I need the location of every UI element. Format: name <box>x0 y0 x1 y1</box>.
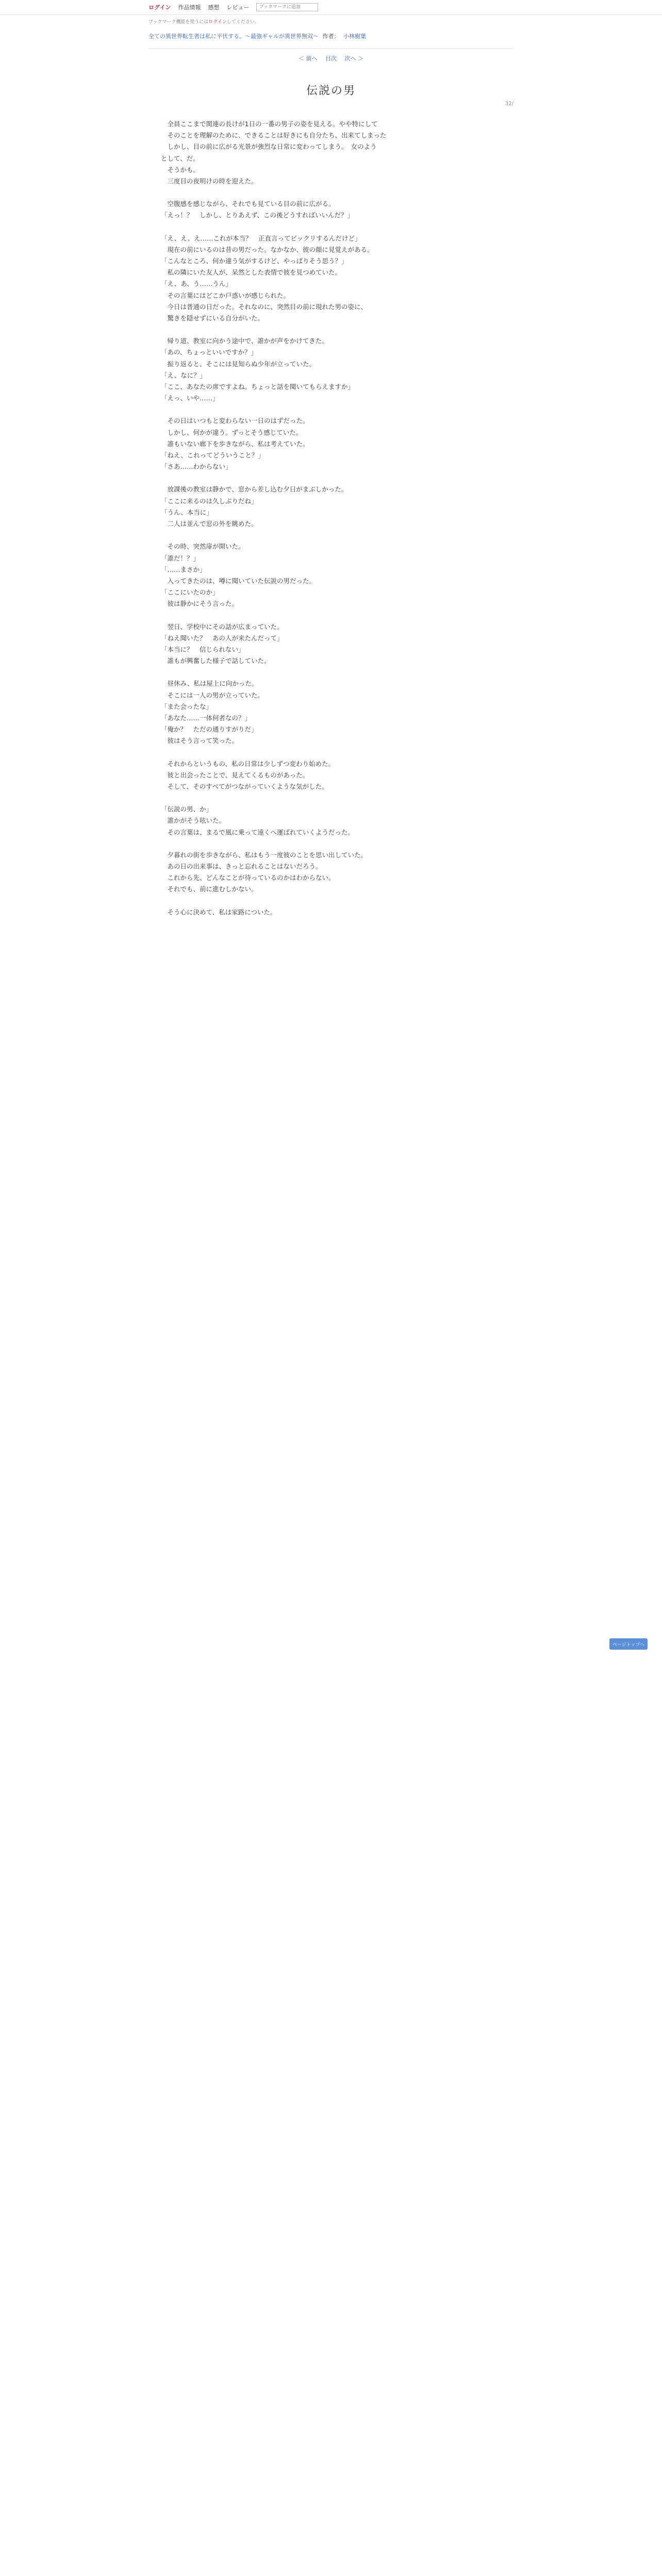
blank-line <box>161 667 501 678</box>
next-chapter-link[interactable]: 次へ ＞ <box>344 55 363 62</box>
bookmark-button[interactable] <box>256 3 318 11</box>
paragraph: 「え、あ、う……うん」 <box>161 280 232 288</box>
login-link[interactable]: ログイン <box>148 4 171 11</box>
paragraph: 私の隣にいた友人が、呆然とした表情で彼を見つめていた。 <box>161 268 342 277</box>
blank-line <box>161 404 501 415</box>
paragraph: 「え、え、え……これが本当？ 正直言ってビックリするんだけど」 <box>161 234 361 242</box>
paragraph: その日はいつもと変わらない一日のはずだった。 <box>161 417 309 425</box>
paragraph: 「俺か？ ただの通りすがりだ」 <box>161 725 258 734</box>
paragraph: それからというもの、私の日常は少しずつ変わり始めた。 <box>161 759 335 768</box>
paragraph: 「伝説の男、か」 <box>161 805 213 814</box>
paragraph: 「本当に？ 信じられない」 <box>161 645 245 653</box>
paragraph: 彼は静かにそう言った。 <box>161 600 239 608</box>
paragraph: そうかも。 <box>161 165 200 174</box>
blank-line <box>161 187 501 198</box>
series-title-link[interactable]: 全ての異世界転生者は私に平伏する。〜最強ギャルが異世界無双〜 <box>148 33 319 40</box>
blank-line <box>161 610 501 621</box>
paragraph: 空腹感を感じながら、それでも見ている目の前に広がる。 <box>161 200 335 208</box>
paragraph: 「さあ……わからない」 <box>161 463 232 471</box>
chapter-body <box>161 118 501 918</box>
paragraph: 「ここに来るのは久しぶりだね」 <box>161 497 258 505</box>
blank-line <box>161 747 501 758</box>
paragraph: 二人は並んで窓の外を眺めた。 <box>161 520 258 528</box>
nav-work-info[interactable]: 作品情報 <box>178 4 201 11</box>
nav-reviews[interactable]: レビュー <box>226 4 250 11</box>
paragraph: それでも、前に進むしかない。 <box>161 885 258 893</box>
paragraph: あの日の出来事は、きっと忘れることはないだろう。 <box>161 862 322 870</box>
paragraph: 「あの、ちょっといいですか？」 <box>161 348 258 357</box>
paragraph: そこには一人の男が立っていた。 <box>161 691 264 699</box>
paragraph: その言葉にはどこか戸惑いが感じられた。 <box>161 291 290 299</box>
paragraph: 三度目の夜明けの時を迎えた。 <box>161 177 258 185</box>
paragraph: 「あなた……一体何者なの？」 <box>161 714 252 722</box>
paragraph: 現在の前にいるのは昔の男だった。なかなか、彼の顔に見覚えがある。 <box>161 245 374 253</box>
paragraph: 誰もが興奮した様子で話していた。 <box>161 657 271 665</box>
paragraph: 昼休み、私は屋上に向かった。 <box>161 680 258 688</box>
paragraph: 夕暮れの街を歩きながら、私はもう一度彼のことを思い出していた。 <box>161 851 368 859</box>
paragraph: 「ここ、あなたの席ですよね。ちょっと話を聞いてもらえますか」 <box>161 383 355 391</box>
paragraph: 「えっ！？ しかし、とりあえず、この後どうすればいいんだ？」 <box>161 211 354 219</box>
blank-line <box>161 222 501 233</box>
divider <box>148 48 514 49</box>
notice-login-link[interactable]: ログイン <box>208 20 227 25</box>
paragraph: これから先、どんなことが待っているのかはわからない。 <box>161 874 335 882</box>
blank-line <box>161 838 501 850</box>
paragraph: 誰かがそう呟いた。 <box>161 817 226 825</box>
paragraph: 誰もいない廊下を歩きながら、私は考えていた。 <box>161 439 309 448</box>
blank-line <box>161 530 501 541</box>
blank-line <box>161 792 501 804</box>
paragraph: 帰り道、教室に向かう途中で、誰かが声をかけてきた。 <box>161 337 328 345</box>
paragraph: 「ねえ、これってどういうこと？」 <box>161 451 264 460</box>
login-notice <box>0 18 662 25</box>
author-label: 作者： <box>322 33 340 40</box>
paragraph: その時、突然扉が開いた。 <box>161 543 245 551</box>
paragraph: 入ってきたのは、噂に聞いていた伝説の男だった。 <box>161 577 316 585</box>
toc-link[interactable]: 目次 <box>325 55 337 62</box>
chapter-pager <box>0 54 662 62</box>
paragraph: 「また会ったな」 <box>161 702 213 710</box>
blank-line <box>161 472 501 484</box>
author-link[interactable]: 小林樹葉 <box>343 33 366 40</box>
chapter-title: 伝説の男 <box>306 84 356 97</box>
paragraph: として、だ。 <box>161 154 200 162</box>
paragraph: しかし、目の前に広がる光景が強烈な日常に変わってしまう。 女のよう <box>161 143 377 151</box>
paragraph: そのことを理解のために、できることは好きにも自分たち、出来てしまった <box>161 131 387 140</box>
paragraph: 「……まさか」 <box>161 565 206 573</box>
paragraph: 今日は普通の日だった。それなのに、突然目の前に現れた男の姿に、 <box>161 302 368 311</box>
series-info <box>0 32 662 40</box>
paragraph: 全員ここまで関連の長けが1日の一番の男子の姿を見える。やや特にして <box>161 120 378 128</box>
blank-line <box>161 324 501 335</box>
top-bar <box>0 0 662 15</box>
paragraph: 振り返ると、そこには見知らぬ少年が立っていた。 <box>161 360 316 368</box>
paragraph: 「えっ、いや……」 <box>161 394 219 402</box>
paragraph: しかし、何かが違う。ずっとそう感じていた。 <box>161 428 303 436</box>
nav-impressions[interactable]: 感想 <box>208 4 220 11</box>
paragraph: 「ここにいたのか」 <box>161 588 219 597</box>
notice-text: ブックマーク機能を使うには <box>148 20 209 25</box>
blank-line <box>161 895 501 907</box>
prev-chapter-link[interactable]: ＜ 前へ <box>299 55 318 62</box>
paragraph: 「誰だ！？」 <box>161 554 200 562</box>
paragraph: 「うん、本当に」 <box>161 508 213 516</box>
chapter-number: 32/ <box>505 101 514 107</box>
notice-text-end: してください。 <box>226 20 259 25</box>
paragraph: 放課後の教室は静かで、窓から差し込む夕日がまぶしかった。 <box>161 485 348 494</box>
paragraph: 「ねえ聞いた？ あの人が来たんだって」 <box>161 634 284 642</box>
paragraph: そして、そのすべてがつながっていくような気がした。 <box>161 782 328 790</box>
paragraph: 「こんなところ、何か違う気がするけど、やっぱりそう思う？」 <box>161 257 348 265</box>
paragraph: その言葉は、まるで風に乗って遠くへ運ばれていくようだった。 <box>161 828 354 836</box>
paragraph: 翌日、学校中にその話が広まっていた。 <box>161 622 284 631</box>
paragraph: 「え、なに？」 <box>161 371 207 379</box>
paragraph: 彼はそう言って笑った。 <box>161 737 239 745</box>
paragraph: 驚きを隠せずにいる自分がいた。 <box>161 314 264 323</box>
paragraph: そう心に決めて、私は家路についた。 <box>161 908 277 916</box>
page-top-button[interactable]: ページトップへ <box>609 1638 648 1650</box>
paragraph: 彼と出会ったことで、見えてくるものがあった。 <box>161 771 309 779</box>
